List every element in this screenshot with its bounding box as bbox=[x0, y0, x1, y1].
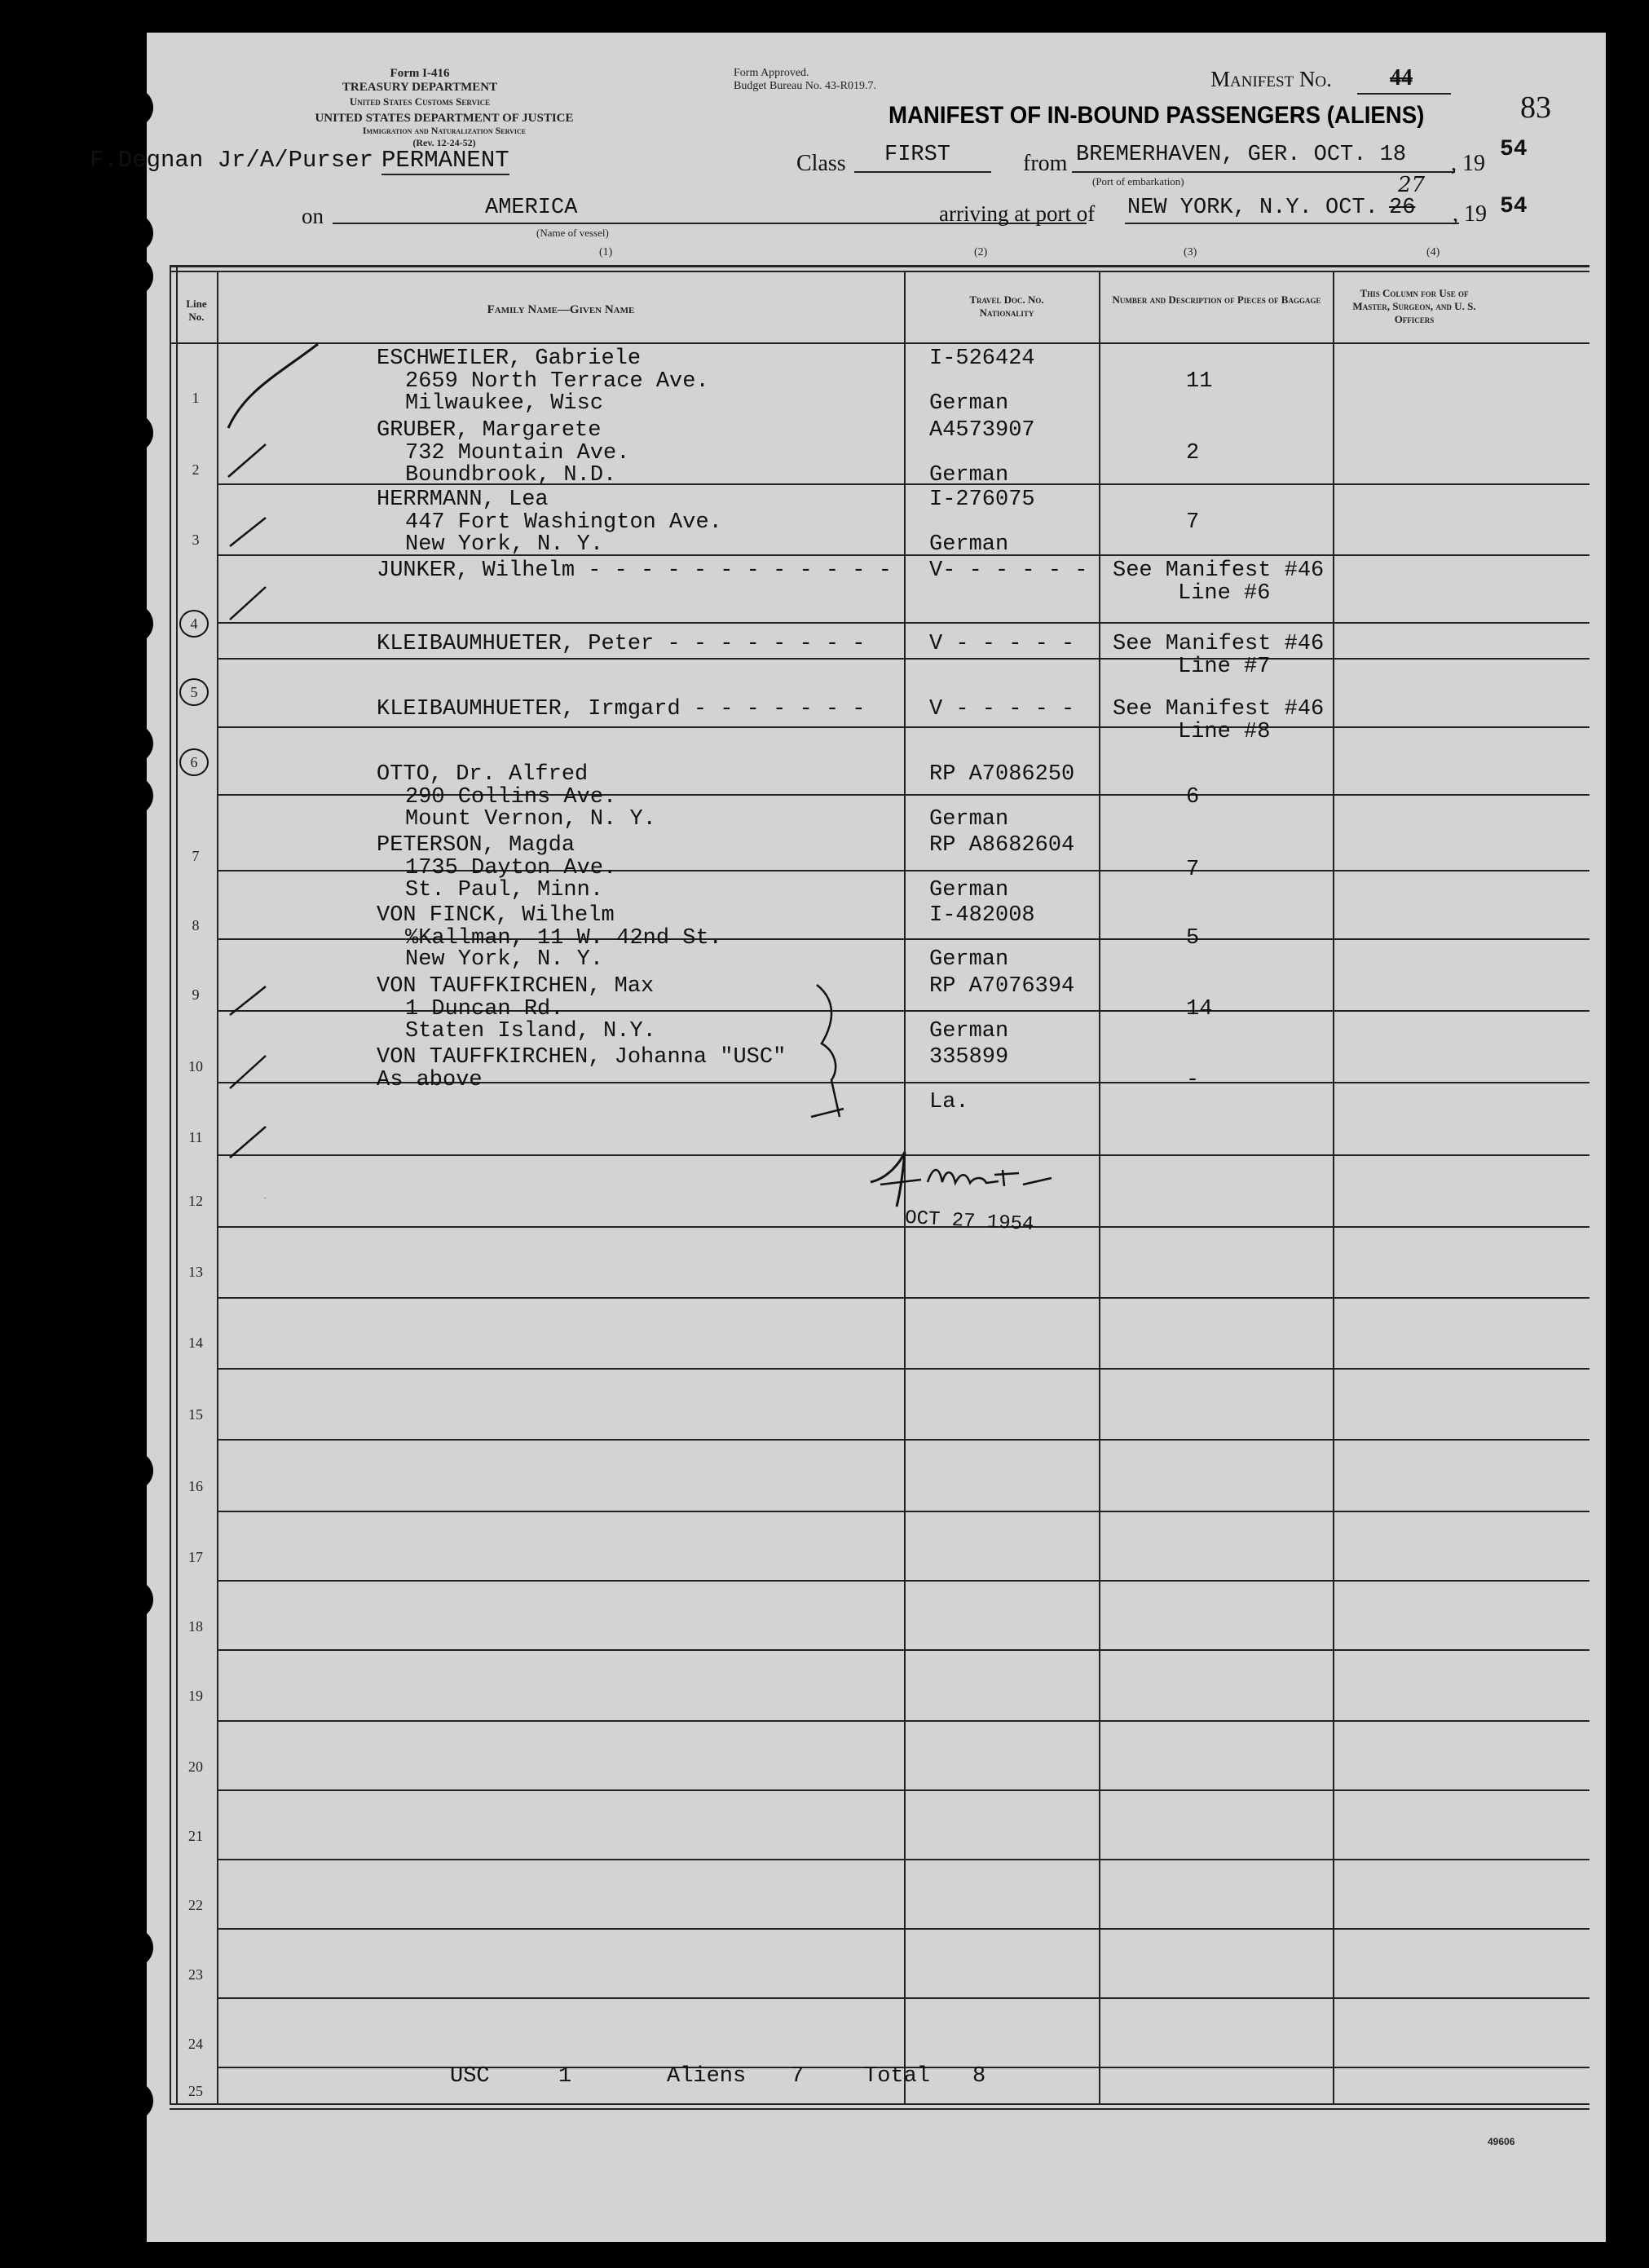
row-separator bbox=[217, 1511, 1589, 1512]
arriving-year-prefix: , 19 bbox=[1453, 201, 1487, 227]
line-number-circled: 5 bbox=[179, 678, 209, 706]
date-stamp: OCT 27 1954 bbox=[904, 1207, 1035, 1237]
col3-number: (3) bbox=[1184, 246, 1197, 258]
row-separator bbox=[217, 658, 1589, 660]
nationality: German bbox=[929, 807, 1009, 832]
page-number: 83 bbox=[1520, 90, 1551, 125]
aliens-label: Aliens bbox=[667, 2064, 747, 2089]
on-label: on bbox=[302, 204, 324, 228]
from-year-suffix: 54 bbox=[1500, 137, 1528, 162]
punch-hole bbox=[114, 1451, 153, 1490]
nationality: La. bbox=[929, 1090, 969, 1114]
usc-label: USC bbox=[450, 2064, 490, 2089]
nationality: German bbox=[929, 947, 1009, 972]
officer-signature bbox=[864, 1145, 1076, 1215]
manifest-page bbox=[90, 33, 1606, 2242]
col2-number: (2) bbox=[974, 246, 988, 258]
row-separator bbox=[217, 1859, 1589, 1860]
officers-header: This Column for Use of Master, Surgeon, and U. S. Officers bbox=[1352, 287, 1476, 325]
row-separator bbox=[217, 1297, 1589, 1299]
line-number: 14 bbox=[188, 1335, 203, 1351]
form-code: 49606 bbox=[1488, 2136, 1515, 2147]
line-number: 20 bbox=[188, 1758, 203, 1775]
passenger-name: GRUBER, Margarete bbox=[377, 418, 602, 443]
baggage-count: 14 bbox=[1186, 997, 1213, 1021]
address-line-2: Staten Island, N.Y. bbox=[405, 1019, 656, 1044]
travel-doc-header: Travel Doc. No. Nationality bbox=[969, 293, 1044, 319]
line-number: 7 bbox=[192, 848, 200, 864]
line-number: 1 bbox=[192, 390, 200, 406]
travel-doc-number: RP A7076394 bbox=[929, 974, 1075, 999]
total-label: Total bbox=[864, 2064, 931, 2089]
row-separator bbox=[217, 1789, 1589, 1791]
travel-doc-number: RP A8682604 bbox=[929, 833, 1075, 858]
line-number: 25 bbox=[188, 2083, 203, 2099]
table-left-border bbox=[170, 267, 171, 2104]
travel-doc-number: V- - - - - - bbox=[929, 558, 1088, 583]
baggage-count: 5 bbox=[1186, 926, 1200, 951]
punch-hole bbox=[114, 88, 153, 127]
table-top-border bbox=[170, 265, 1589, 267]
line-number: 17 bbox=[188, 1549, 203, 1565]
travel-doc-number: V - - - - - bbox=[929, 697, 1075, 721]
nationality: German bbox=[929, 463, 1009, 488]
baggage-reference: See Manifest #46 bbox=[1113, 697, 1325, 721]
row-separator bbox=[217, 1439, 1589, 1441]
passenger-name: PETERSON, Magda bbox=[377, 833, 575, 858]
baggage-count: - bbox=[1186, 1068, 1200, 1092]
travel-doc-number: A4573907 bbox=[929, 418, 1035, 443]
row-separator bbox=[217, 1649, 1589, 1651]
handwritten-check-marks bbox=[196, 302, 391, 1198]
travel-doc-number: RP A7086250 bbox=[929, 762, 1075, 787]
passenger-name: HERRMANN, Lea bbox=[377, 488, 549, 512]
budget-bureau: Budget Bureau No. 43-R019.7. bbox=[734, 80, 876, 92]
passenger-name: VON TAUFFKIRCHEN, Max bbox=[377, 974, 655, 999]
address-line-1: 1 Duncan Rd. bbox=[405, 997, 564, 1021]
row-separator bbox=[217, 1997, 1589, 1999]
address-line-1: 732 Mountain Ave. bbox=[405, 441, 630, 466]
row-separator bbox=[217, 1928, 1589, 1930]
baggage-count: 7 bbox=[1186, 858, 1200, 882]
justice-block bbox=[306, 113, 583, 149]
form-approved-block bbox=[734, 67, 876, 93]
baggage-column-divider bbox=[1333, 271, 1334, 2104]
table-top-border-inner bbox=[170, 271, 1589, 272]
line-number: 22 bbox=[188, 1897, 203, 1913]
address-line-1: 2659 North Terrace Ave. bbox=[405, 369, 709, 394]
line-number: 12 bbox=[188, 1193, 203, 1209]
col1-number: (1) bbox=[599, 246, 613, 258]
arriving-port: NEW YORK, N.Y. OCT. bbox=[1127, 196, 1378, 220]
address-line-1: As above bbox=[377, 1068, 483, 1092]
punch-hole bbox=[114, 776, 153, 815]
passenger-name: JUNKER, Wilhelm - - - - - - - - - - - - bbox=[377, 558, 892, 583]
row-separator bbox=[217, 726, 1589, 728]
purser-name: F.Degnan Jr/A/Purser bbox=[90, 147, 374, 174]
travel-doc-number: V - - - - - bbox=[929, 632, 1075, 656]
manifest-no-field bbox=[1357, 64, 1451, 95]
punch-hole bbox=[114, 2081, 153, 2120]
arriving-underline bbox=[1125, 223, 1459, 224]
line-number: 19 bbox=[188, 1688, 203, 1704]
baggage-count: 2 bbox=[1186, 441, 1200, 466]
punch-hole bbox=[114, 1580, 153, 1619]
address-line-2: Boundbrook, N.D. bbox=[405, 463, 617, 488]
address-line-2: New York, N. Y. bbox=[405, 947, 604, 972]
row-separator bbox=[217, 1580, 1589, 1582]
address-line-2: New York, N. Y. bbox=[405, 532, 604, 557]
baggage-reference: See Manifest #46 bbox=[1113, 632, 1325, 656]
line-number: 8 bbox=[192, 917, 200, 933]
line-number: 24 bbox=[188, 2036, 203, 2052]
manifest-no-value: 44 bbox=[1390, 65, 1413, 90]
line-number: 16 bbox=[188, 1478, 203, 1494]
name-header: Family Name—Given Name bbox=[487, 303, 635, 316]
from-year-prefix: , 19 bbox=[1451, 151, 1485, 176]
baggage-reference-line: Line #7 bbox=[1178, 655, 1271, 679]
address-line-2: Mount Vernon, N. Y. bbox=[405, 807, 656, 832]
punch-hole bbox=[114, 724, 153, 763]
passenger-name: VON TAUFFKIRCHEN, Johanna "USC" bbox=[377, 1045, 787, 1070]
row-separator bbox=[217, 1226, 1589, 1228]
line-number: 10 bbox=[188, 1058, 203, 1074]
punch-hole bbox=[114, 604, 153, 643]
row-separator bbox=[217, 1368, 1589, 1370]
line-number: 3 bbox=[192, 532, 200, 548]
table-left-border-inner bbox=[176, 267, 178, 2104]
permanent-label: PERMANENT bbox=[381, 147, 509, 174]
aliens-value: 7 bbox=[791, 2064, 805, 2089]
baggage-reference: See Manifest #46 bbox=[1113, 558, 1325, 583]
arriving-year-suffix: 54 bbox=[1500, 194, 1528, 219]
line-number-circled: 4 bbox=[179, 610, 209, 638]
passenger-name: VON FINCK, Wilhelm bbox=[377, 903, 615, 928]
from-label: from bbox=[1023, 151, 1068, 176]
travel-doc-number: I-482008 bbox=[929, 903, 1035, 928]
form-approved: Form Approved. bbox=[734, 67, 809, 79]
line-number: 18 bbox=[188, 1618, 203, 1635]
baggage-count: 11 bbox=[1186, 369, 1213, 394]
class-underline bbox=[854, 171, 991, 173]
punch-hole bbox=[114, 214, 153, 253]
class-value: FIRST bbox=[884, 143, 951, 167]
table-bottom-border-inner bbox=[170, 2108, 1589, 2110]
address-line-1: 290 Collins Ave. bbox=[405, 785, 617, 810]
manifest-title: MANIFEST OF IN-BOUND PASSENGERS (ALIENS) bbox=[888, 102, 1425, 129]
port-embark-label: (Port of embarkation) bbox=[1092, 175, 1184, 188]
line-number: 21 bbox=[188, 1828, 203, 1844]
address-line-2: St. Paul, Minn. bbox=[405, 878, 604, 902]
travel-doc-number: 335899 bbox=[929, 1045, 1009, 1070]
form-agency-block bbox=[306, 67, 534, 108]
arriving-label: arriving at port of bbox=[939, 201, 1096, 226]
handwritten-brace bbox=[807, 978, 856, 1133]
address-line-1: %Kallman, 11 W. 42nd St. bbox=[405, 926, 722, 951]
class-label: Class bbox=[796, 151, 846, 176]
passenger-name: KLEIBAUMHUETER, Irmgard - - - - - - - bbox=[377, 697, 866, 721]
arriving-day-struck: 26 bbox=[1389, 196, 1416, 220]
line-number: 2 bbox=[192, 461, 200, 478]
baggage-header: Number and Description of Pieces of Baggage bbox=[1112, 293, 1321, 306]
nationality: German bbox=[929, 1019, 1009, 1044]
line-number-circled: 6 bbox=[179, 748, 209, 776]
vessel-value: AMERICA bbox=[485, 196, 578, 220]
total-value: 8 bbox=[972, 2064, 986, 2089]
customs-service: United States Customs Service bbox=[349, 95, 491, 108]
nationality: German bbox=[929, 391, 1009, 416]
arriving-day-corrected: 27 bbox=[1398, 173, 1426, 197]
address-line-1: 447 Fort Washington Ave. bbox=[405, 510, 722, 535]
line-number: 11 bbox=[188, 1129, 203, 1145]
row-separator bbox=[217, 1720, 1589, 1722]
manifest-no-label: Manifest No. bbox=[1210, 67, 1332, 91]
vessel-label: (Name of vessel) bbox=[536, 227, 609, 239]
line-no-header: Line No. bbox=[186, 298, 207, 323]
address-line-2: Milwaukee, Wisc bbox=[405, 391, 604, 416]
punch-hole bbox=[114, 1928, 153, 1967]
doc-column-divider bbox=[1099, 271, 1100, 2104]
line-number: 23 bbox=[188, 1966, 203, 1983]
justice-dept: UNITED STATES DEPARTMENT OF JUSTICE bbox=[315, 112, 574, 125]
row-separator bbox=[217, 622, 1589, 624]
line-number: 9 bbox=[192, 986, 200, 1003]
baggage-reference-line: Line #6 bbox=[1178, 581, 1271, 606]
treasury-dept: TREASURY DEPARTMENT bbox=[342, 81, 498, 94]
passenger-name: OTTO, Dr. Alfred bbox=[377, 762, 589, 787]
table-bottom-border bbox=[170, 2103, 1589, 2105]
nationality: German bbox=[929, 532, 1009, 557]
passenger-name: KLEIBAUMHUETER, Peter - - - - - - - - bbox=[377, 632, 866, 656]
line-number: 15 bbox=[188, 1406, 203, 1423]
usc-value: 1 bbox=[558, 2064, 572, 2089]
baggage-reference-line: Line #8 bbox=[1178, 720, 1271, 744]
form-revision: (Rev. 12-24-52) bbox=[412, 137, 476, 148]
col4-number: (4) bbox=[1426, 246, 1440, 258]
travel-doc-number: I-526424 bbox=[929, 346, 1035, 371]
form-number: Form I-416 bbox=[390, 67, 450, 80]
line-number: 13 bbox=[188, 1264, 203, 1280]
travel-doc-number: I-276075 bbox=[929, 488, 1035, 512]
passenger-name: ESCHWEILER, Gabriele bbox=[377, 346, 642, 371]
punch-hole bbox=[114, 413, 153, 452]
baggage-count: 7 bbox=[1186, 510, 1200, 535]
punch-hole bbox=[114, 257, 153, 296]
from-value: BREMERHAVEN, GER. OCT. 18 bbox=[1076, 143, 1407, 167]
address-line-1: 1735 Dayton Ave. bbox=[405, 856, 617, 880]
baggage-count: 6 bbox=[1186, 785, 1200, 810]
nationality: German bbox=[929, 878, 1009, 902]
immigration-service: Immigration and Naturalization Service bbox=[362, 125, 527, 136]
